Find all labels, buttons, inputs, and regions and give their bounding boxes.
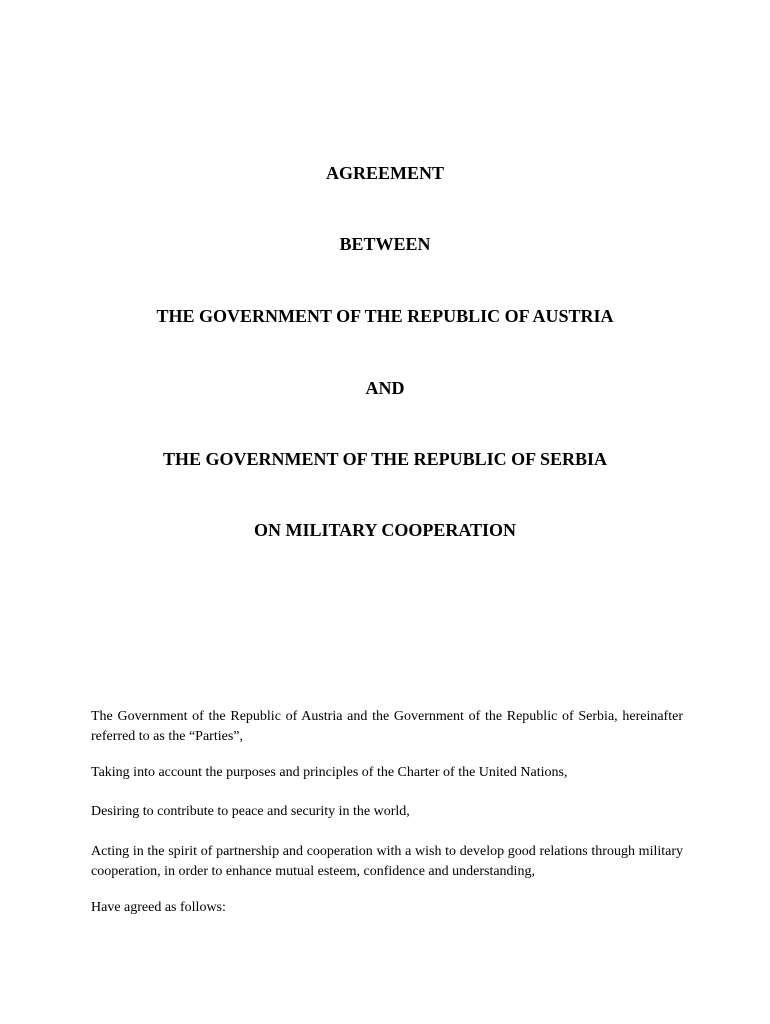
preamble-peace-security: Desiring to contribute to peace and security in the world, — [91, 804, 410, 819]
title-agreement: AGREEMENT — [325, 163, 444, 183]
title-and: AND — [365, 378, 405, 398]
preamble-agreed: Have agreed as follows: — [91, 900, 226, 915]
preamble-un-charter: Taking into account the purposes and principles of the Charter of the United Nations, — [91, 765, 568, 780]
title-party-serbia: THE GOVERNMENT OF THE REPUBLIC OF SERBIA — [162, 449, 608, 469]
title-party-austria: THE GOVERNMENT OF THE REPUBLIC OF AUSTRIA — [156, 306, 614, 326]
preamble-parties: The Government of the Republic of Austria and the Government of the Republic of Serbia, hereinafter referred to as the “Parties”, — [91, 709, 683, 744]
title-subject: ON MILITARY COOPERATION — [253, 520, 517, 540]
preamble-partnership: Acting in the spirit of partnership and cooperation with a wish to develop good relations through military cooperation, in order to enhance mutual esteem, confidence and understanding, — [91, 844, 683, 879]
title-between: BETWEEN — [339, 234, 431, 254]
